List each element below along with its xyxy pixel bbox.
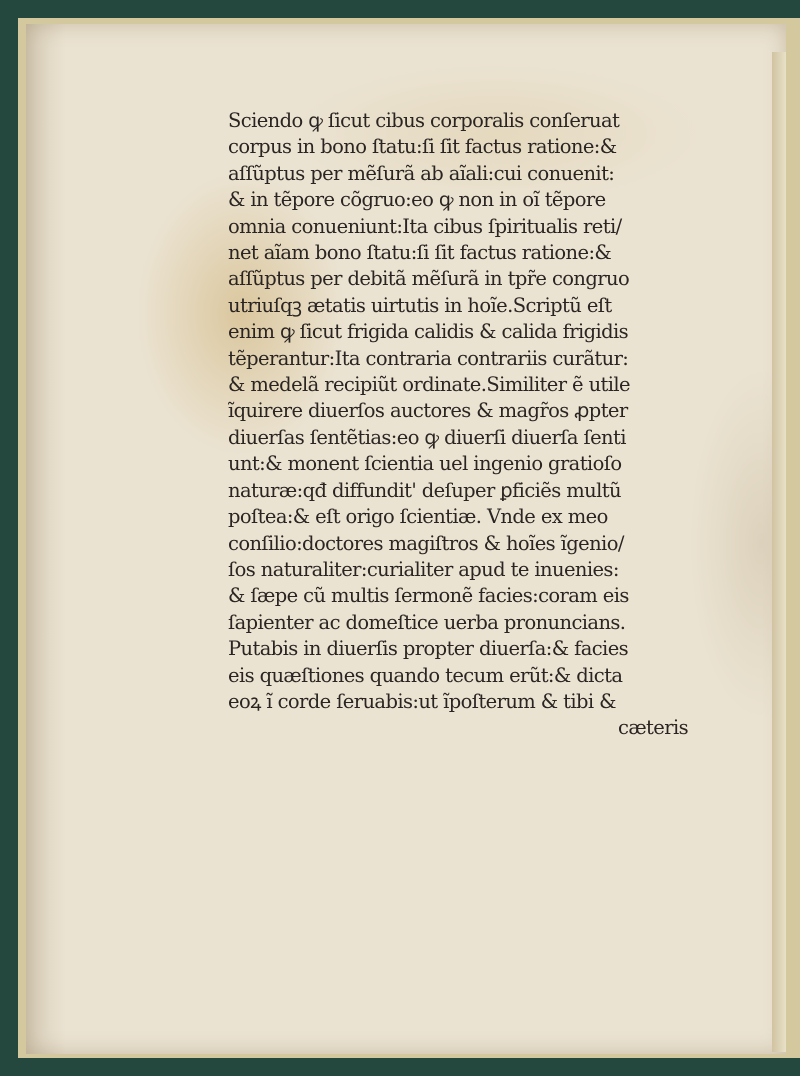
- text-line: conſilio:doctores magiſtros & hoĩes ĩgenio/: [228, 531, 624, 555]
- page-edge: [772, 52, 786, 1052]
- text-line: & in tẽpore cõgruo:eo ꝙ non in oĩ tẽpore: [228, 188, 606, 212]
- text-line: corpus in bono ſtatu:ſi ſit factus ratione:&: [228, 135, 617, 159]
- text-line: eis quæſtiones quando tecum erũt:& dicta: [228, 663, 623, 687]
- text-line: utriuſqꝫ ætatis uirtutis in hoĩe.Scriptũ eſt: [228, 293, 612, 317]
- text-line: ſos naturaliter:curialiter apud te inuenies:: [228, 557, 619, 581]
- text-line: ſapienter ac domeſtice uerba pronuncians.: [228, 610, 626, 634]
- text-line: ĩquirere diuerſos auctores & magr̃os ꝓpter: [228, 399, 628, 423]
- text-line: tẽperantur:Ita contraria contrariis curãtur:: [228, 346, 629, 370]
- text-line: net aĩam bono ſtatu:ſi ſit factus ratione:&: [228, 241, 612, 265]
- text-line: enim ꝙ ſicut frigida calidis & calida frigidis: [228, 320, 629, 344]
- text-line: poſtea:& eſt origo ſcientiæ. Vnde ex meo: [228, 505, 608, 529]
- text-line: aſſũptus per debitã mẽſurã in tpr̃e congruo: [228, 267, 630, 291]
- text-line: naturæ:qđ diffundit' deſuper ꝑficiẽs multũ: [228, 478, 621, 502]
- catchword: cæteris: [618, 716, 688, 740]
- text-line: Sciendo ꝙ ſicut cibus corporalis conſeruat: [228, 109, 620, 132]
- text-line: unt:& monent ſcientia uel ingenio gratioſo: [228, 452, 622, 476]
- text-line: eoꝝ ĩ corde ſeruabis:ut ĩpoſterum & tibi &: [228, 689, 616, 713]
- text-line: Putabis in diuerſis propter diuerſa:& facies: [228, 637, 629, 661]
- text-line: aſſũptus per mẽſurã ab aĩali:cui conuenit:: [228, 161, 615, 185]
- text-line: & medelã recipiũt ordinate.Similiter ẽ utile: [228, 373, 630, 397]
- text-line: & ſæpe cũ multis ſermonẽ facies:coram eis: [228, 584, 629, 608]
- text-line: omnia conueniunt:Ita cibus ſpiritualis reti/: [228, 214, 622, 238]
- text-block: [228, 108, 688, 742]
- text-line: diuerſas ſentẽtias:eo ꝙ diuerſi diuerſa ſenti: [228, 425, 626, 449]
